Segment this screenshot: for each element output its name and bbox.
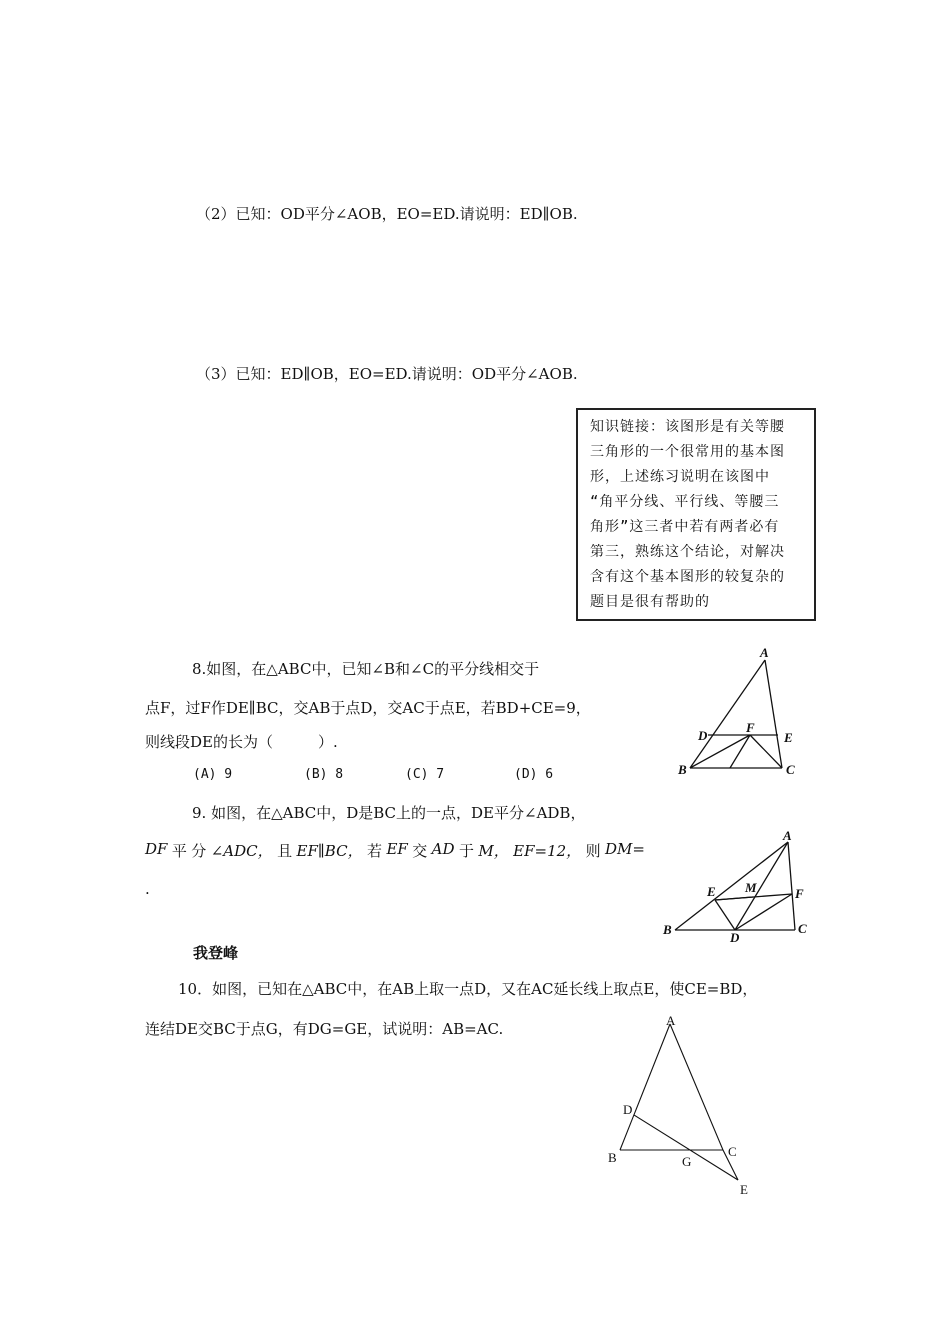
q9-word: DM=: [605, 840, 645, 858]
q10-label-e: E: [740, 1182, 748, 1197]
knowledge-line: 三角形的一个很常用的基本图: [590, 444, 785, 460]
q9-word: ∠ADC，: [210, 842, 273, 860]
q9-line3: .: [145, 880, 150, 898]
knowledge-line: 含有这个基本图形的较复杂的: [590, 569, 785, 585]
q10-label-d: D: [623, 1102, 633, 1117]
q8-label-b: B: [678, 762, 687, 777]
q9-word: 交: [412, 842, 428, 860]
knowledge-line: 知识链接：该图形是有关等腰: [590, 419, 785, 435]
q10-line1: 10．如图，已知在△ABC中，在AB上取一点D，又在AC延长线上取点E，使CE=BD，: [178, 980, 758, 998]
q9-word: EF∥BC，: [296, 842, 363, 860]
q8-line3: 则线段DE的长为（ ）.: [145, 733, 338, 751]
q8-option-c: (C) 7: [405, 767, 445, 782]
q9-line2: [145, 840, 645, 861]
q8-triangle-figure: [670, 640, 820, 785]
q9-label-b: B: [663, 922, 672, 937]
q8-line2: 点F，过F作DE∥BC，交AB于点D，交AC于点E，若BD+CE=9，: [145, 699, 591, 717]
q10-line2: 连结DE交BC于点G，有DG=GE，试说明：AB=AC.: [145, 1020, 504, 1038]
q7-part2: （2）已知：OD平分∠AOB，EO=ED.请说明：ED∥OB.: [196, 205, 578, 223]
q7-part3: （3）已知：ED∥OB，EO=ED.请说明：OD平分∠AOB.: [196, 365, 578, 383]
q9-label-a: A: [783, 830, 792, 843]
q8-label-a: A: [760, 645, 769, 660]
q8-option-b: (B) 8: [304, 767, 344, 782]
q10-label-b: B: [608, 1150, 617, 1165]
q9-word: 若: [367, 842, 383, 860]
knowledge-line: 题目是很有帮助的: [590, 594, 710, 610]
q9-label-c: C: [798, 921, 807, 936]
q9-label-m: M: [745, 880, 757, 895]
q9-line1: 9. 如图，在△ABC中，D是BC上的一点，DE平分∠ADB，: [192, 804, 586, 822]
knowledge-line: “角平分线、平行线、等腰三: [590, 494, 780, 510]
q8-label-e: E: [784, 730, 793, 745]
q8-label-c: C: [786, 762, 795, 777]
q10-label-g: G: [682, 1154, 692, 1169]
q9-word: 且: [277, 842, 293, 860]
q9-word: 分: [191, 842, 207, 860]
q9-word: 平: [171, 842, 187, 860]
q9-word: EF: [386, 840, 408, 858]
q9-triangle-figure: [655, 830, 815, 945]
q9-word: DF: [145, 840, 168, 858]
q8-option-a: (A) 9: [193, 767, 233, 782]
q10-label-c: C: [728, 1144, 737, 1159]
q10-triangle-figure: [600, 1010, 770, 1205]
knowledge-line: 第三，熟练这个结论，对解决: [590, 544, 785, 560]
knowledge-line: 形，上述练习说明在该图中: [590, 469, 770, 485]
q8-line1: 8.如图，在△ABC中，已知∠B和∠C的平分线相交于: [192, 660, 540, 678]
q9-word: 于: [458, 842, 474, 860]
q9-label-f: F: [795, 886, 804, 901]
section-heading: 我登峰: [193, 944, 239, 962]
q8-option-d: (D) 6: [514, 767, 554, 782]
knowledge-link-box: [576, 408, 816, 621]
q9-word: M，: [478, 842, 509, 860]
q9-label-e: E: [707, 884, 716, 899]
q8-label-d: D: [698, 728, 708, 743]
q9-word: AD: [431, 840, 455, 858]
q9-word: 则: [585, 842, 601, 860]
q9-label-d: D: [730, 930, 740, 945]
q10-label-a: A: [666, 1013, 676, 1028]
knowledge-line: 角形”这三者中若有两者必有: [590, 519, 780, 535]
q9-word: EF=12，: [513, 842, 582, 860]
q8-label-f: F: [746, 720, 755, 735]
